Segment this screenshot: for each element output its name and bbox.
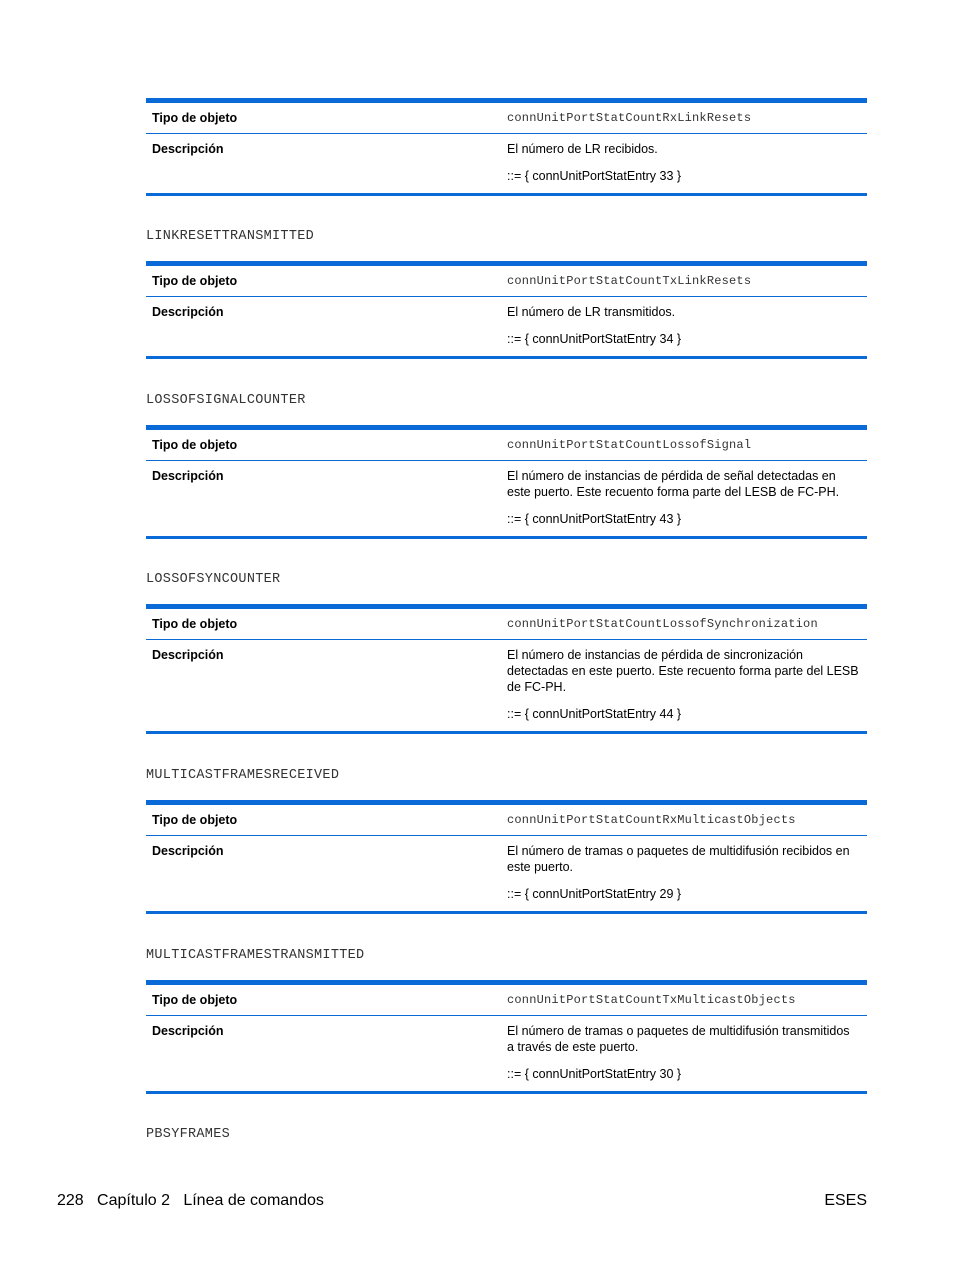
table-multicastframestransmitted [146, 980, 867, 1094]
table-lossofsignalcounter [146, 425, 867, 539]
description-label: Descripción [152, 305, 224, 319]
footer-left [57, 1192, 324, 1210]
entry-text: ::= { connUnitPortStatEntry 44 } [507, 707, 682, 721]
object-type-value: connUnitPortStatCountLossofSignal [507, 438, 752, 452]
description-text: El número de instancias de pérdida de sincronización detectadas en este puerto. Este recuento forma parte del LESB de FC-PH. [507, 648, 859, 694]
table-lossofsyncounter [146, 604, 867, 734]
table-rxlinkresets [146, 98, 867, 196]
description-label: Descripción [152, 142, 224, 156]
entry-text: ::= { connUnitPortStatEntry 43 } [507, 512, 682, 526]
entry-text: ::= { connUnitPortStatEntry 33 } [507, 169, 682, 183]
description-label: Descripción [152, 1024, 224, 1038]
object-type-label: Tipo de objeto [152, 274, 238, 288]
object-type-label: Tipo de objeto [152, 617, 238, 631]
section-heading: LOSSOFSIGNALCOUNTER [146, 393, 306, 408]
object-type-value: connUnitPortStatCountTxLinkResets [507, 274, 752, 288]
object-type-value: connUnitPortStatCountRxMulticastObjects [507, 813, 796, 827]
chapter-title: Línea de comandos [183, 1192, 324, 1209]
object-type-label: Tipo de objeto [152, 111, 238, 125]
section-heading: MULTICASTFRAMESTRANSMITTED [146, 948, 365, 963]
description-text: El número de tramas o paquetes de multidifusión transmitidos a través de este puerto. [507, 1024, 850, 1054]
page-number: 228 [57, 1192, 84, 1209]
section-heading-pbsyframes: PBSYFRAMES [146, 1127, 231, 1142]
object-type-value: connUnitPortStatCountRxLinkResets [507, 111, 752, 125]
description-label: Descripción [152, 648, 224, 662]
section-heading: MULTICASTFRAMESRECEIVED [146, 768, 340, 783]
section-heading: LOSSOFSYNCOUNTER [146, 572, 281, 587]
table-linkresettransmitted [146, 261, 867, 359]
object-type-value: connUnitPortStatCountTxMulticastObjects [507, 993, 796, 1007]
entry-text: ::= { connUnitPortStatEntry 34 } [507, 332, 682, 346]
entry-text: ::= { connUnitPortStatEntry 30 } [507, 1067, 682, 1081]
description-label: Descripción [152, 844, 224, 858]
description-text: El número de instancias de pérdida de señal detectadas en este puerto. Este recuento forma parte del LESB de FC-PH. [507, 469, 840, 499]
entry-text: ::= { connUnitPortStatEntry 29 } [507, 887, 682, 901]
description-text: El número de LR recibidos. [507, 142, 658, 156]
description-text: El número de tramas o paquetes de multidifusión recibidos en este puerto. [507, 844, 850, 874]
object-type-label: Tipo de objeto [152, 813, 238, 827]
object-type-label: Tipo de objeto [152, 438, 238, 452]
chapter-label: Capítulo 2 [97, 1192, 170, 1209]
object-type-label: Tipo de objeto [152, 993, 238, 1007]
section-heading: LINKRESETTRANSMITTED [146, 229, 315, 244]
description-label: Descripción [152, 469, 224, 483]
table-multicastframesreceived [146, 800, 867, 914]
description-text: El número de LR transmitidos. [507, 305, 676, 319]
object-type-value: connUnitPortStatCountLossofSynchronization [507, 617, 818, 631]
footer-right: ESES [824, 1192, 867, 1209]
